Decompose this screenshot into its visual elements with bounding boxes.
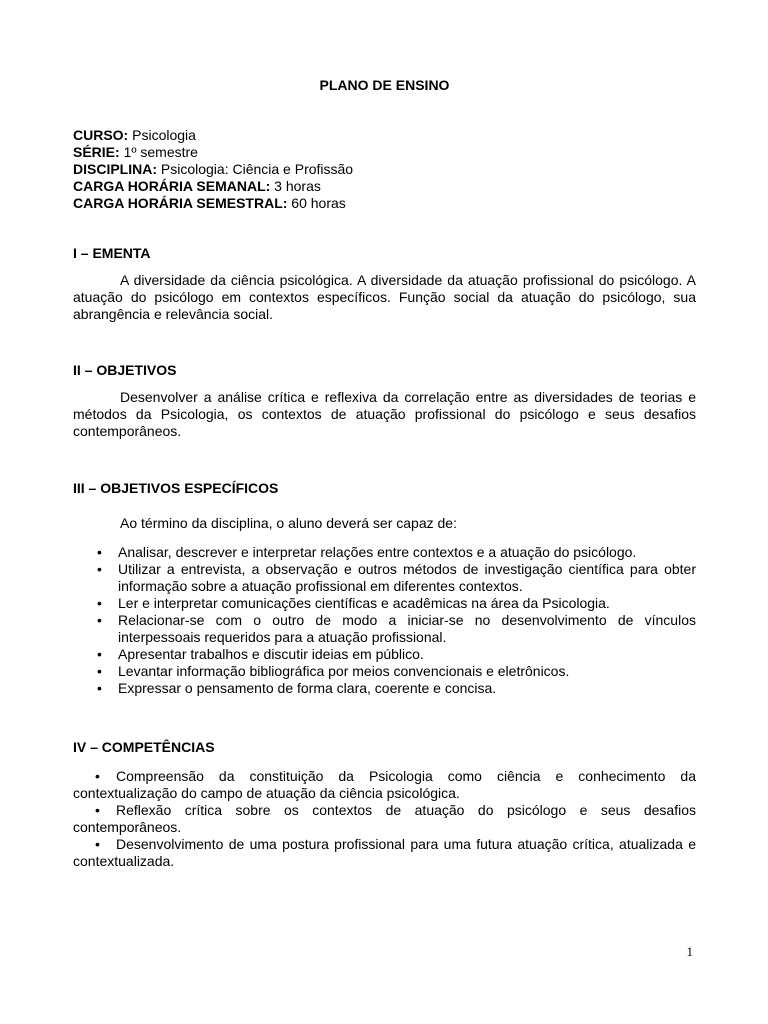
list-item <box>73 612 696 646</box>
objetivos-text: Desenvolver a análise crítica e reflexiva da correlação entre as diversidades de teorias e métodos da Psicologia, os contextos de atuação profissional do psicólogo e seus desafios contemporâneos. <box>73 389 696 439</box>
list-item <box>73 646 696 663</box>
competencias-heading: IV – COMPETÊNCIAS <box>73 739 215 755</box>
list-item-text: Analisar, descrever e interpretar relações entre contextos e a atuação do psicólogo. <box>118 544 637 560</box>
list-item <box>73 595 696 612</box>
course-row <box>73 127 353 144</box>
competencias-list <box>73 768 696 870</box>
bullet-icon: • <box>95 802 100 818</box>
series-label: SÉRIE: <box>73 144 120 160</box>
bullet-icon: • <box>97 612 102 628</box>
discipline-value: Psicologia: Ciência e Profissão <box>157 161 354 177</box>
list-item <box>73 663 696 680</box>
bullet-icon: • <box>95 836 100 852</box>
bullet-icon: • <box>95 768 100 784</box>
objetivos-heading: II – OBJETIVOS <box>73 362 177 378</box>
ementa-text: A diversidade da ciência psicológica. A diversidade da atuação profissional do psicólogo. A atuação do psicólogo em contextos específicos. Função social da atuação do psicólogo, sua abrangência e relevância social. <box>73 272 696 322</box>
bullet-icon: • <box>97 663 102 679</box>
list-item <box>73 768 696 802</box>
list-item-text: Relacionar-se com o outro de modo a iniciar-se no desenvolvimento de vínculos interpessoais requeridos para a atuação profissional. <box>118 612 696 645</box>
weekly-hours-row <box>73 178 353 195</box>
list-item <box>73 561 696 595</box>
competencias-section <box>73 739 696 870</box>
document-title: PLANO DE ENSINO <box>319 77 450 93</box>
list-item <box>73 544 696 561</box>
list-item-text: Ler e interpretar comunicações científicas e acadêmicas na área da Psicologia. <box>118 595 610 611</box>
list-item-text: Levantar informação bibliográfica por meios convencionais e eletrônicos. <box>118 663 570 679</box>
list-item-text: Utilizar a entrevista, a observação e outros métodos de investigação científica para obter informação sobre a atuação profissional em diferentes contextos. <box>118 561 696 594</box>
list-item-text: Compreensão da constituição da Psicologia como ciência e conhecimento da contextualização do campo de atuação da ciência psicológica. <box>73 768 696 801</box>
course-label: CURSO: <box>73 127 129 143</box>
semester-hours-label: CARGA HORÁRIA SEMESTRAL: <box>73 195 288 211</box>
objetivos-especificos-intro: Ao término da disciplina, o aluno deverá ser capaz de: <box>120 515 457 531</box>
ementa-heading: I – EMENTA <box>73 245 151 261</box>
series-value: 1º semestre <box>119 144 198 160</box>
list-item-text: Expressar o pensamento de forma clara, coerente e concisa. <box>118 680 497 696</box>
bullet-icon: • <box>97 561 102 577</box>
bullet-icon: • <box>97 595 102 611</box>
weekly-hours-value: 3 horas <box>270 178 321 194</box>
course-info <box>73 127 353 212</box>
course-value: Psicologia <box>128 127 196 143</box>
ementa-section <box>73 245 696 323</box>
objetivos-section <box>73 362 696 440</box>
objetivos-especificos-heading: III – OBJETIVOS ESPECÍFICOS <box>73 480 279 496</box>
bullet-icon: • <box>97 680 102 696</box>
page-number: 1 <box>686 944 693 959</box>
list-item <box>73 836 696 870</box>
list-item <box>73 680 696 697</box>
series-row <box>73 144 353 161</box>
discipline-row <box>73 161 353 178</box>
objetivos-especificos-list <box>73 544 696 697</box>
list-item-text: Apresentar trabalhos e discutir ideias em público. <box>118 646 424 662</box>
list-item-text: Reflexão crítica sobre os contextos de atuação do psicólogo e seus desafios contemporâneos. <box>73 802 696 835</box>
objetivos-especificos-section <box>73 480 696 697</box>
semester-hours-value: 60 horas <box>287 195 346 211</box>
weekly-hours-label: CARGA HORÁRIA SEMANAL: <box>73 178 271 194</box>
list-item <box>73 802 696 836</box>
bullet-icon: • <box>97 646 102 662</box>
semester-hours-row <box>73 195 353 212</box>
bullet-icon: • <box>97 544 102 560</box>
list-item-text: Desenvolvimento de uma postura profissional para uma futura atuação crítica, atualizada e contextualizada. <box>73 836 696 869</box>
discipline-label: DISCIPLINA: <box>73 161 157 177</box>
